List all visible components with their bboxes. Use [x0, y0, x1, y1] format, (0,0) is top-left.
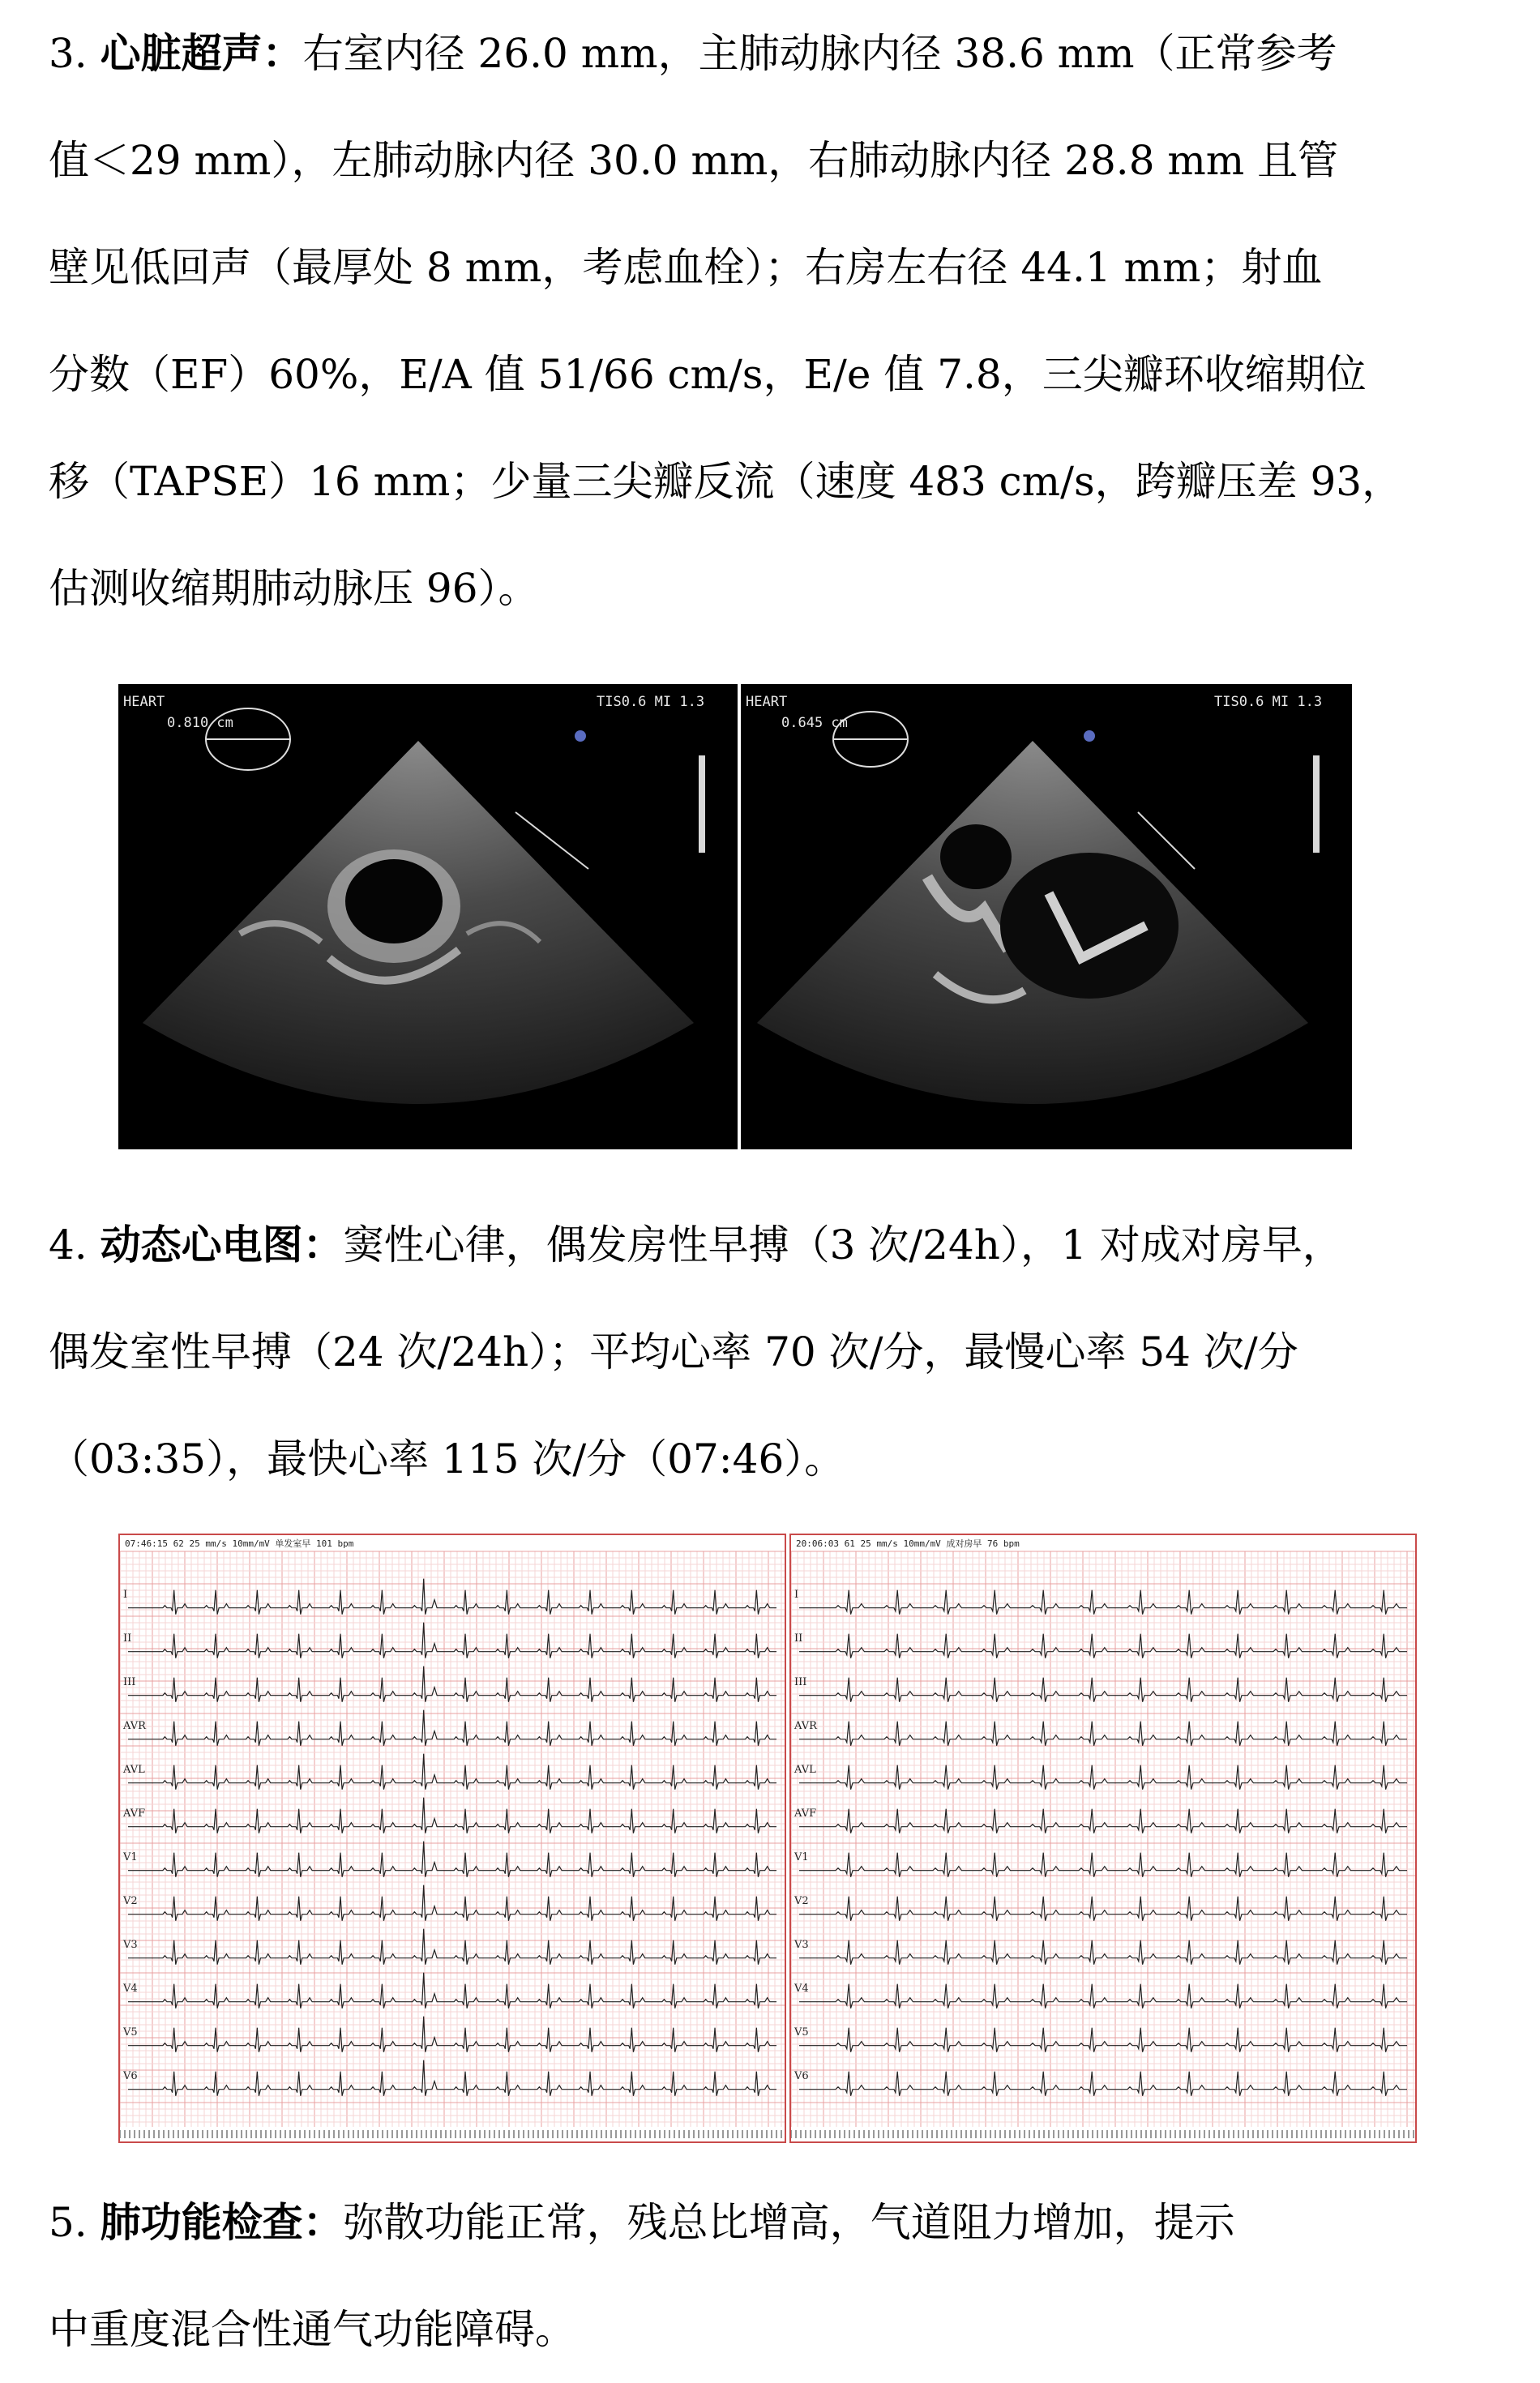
- ecg-lead-label: V6: [794, 2069, 809, 2082]
- ecg-lead-label: AVL: [123, 1763, 145, 1776]
- ecg-lead-label: V5: [123, 2026, 138, 2039]
- echo-left-title: HEART: [123, 694, 165, 710]
- ecg-lead-label: AVR: [794, 1719, 817, 1732]
- section-number: 3.: [49, 30, 88, 77]
- section-3-line-3: 壁见低回声（最厚处 8 mm，考虑血栓）；右房左右径 44.1 mm；射血: [49, 244, 1323, 291]
- section-5: [49, 2169, 1475, 2383]
- section-4: [49, 1192, 1475, 1512]
- echo-image-left: [118, 666, 738, 1149]
- ecg-lead-label: AVR: [123, 1719, 146, 1732]
- section-4-line-1: 4. 动态心电图：窦性心律，偶发房性早搏（3 次/24h），1 对成对房早，: [49, 1221, 1343, 1269]
- ecg-trace-v4: [128, 1973, 776, 2009]
- ecg-lead-label: V3: [794, 1938, 809, 1951]
- ecg-strip-left: [118, 1534, 786, 2143]
- echo-right-title: HEART: [746, 694, 788, 710]
- ecg-right-graphic: [791, 1535, 1415, 2141]
- ecg-trace-avr: [128, 1710, 776, 1746]
- section-heading: 心脏超声: [100, 30, 263, 77]
- echo-right-graphic: [741, 666, 1352, 1149]
- ecg-trace-avf: [128, 1798, 776, 1833]
- echo-image-right: [741, 666, 1352, 1149]
- ecg-lead-label: I: [123, 1588, 128, 1601]
- echo-right-tis: TIS0.6 MI 1.3: [1214, 694, 1323, 710]
- ecg-strip-right: [789, 1534, 1417, 2143]
- section-5-line-2: 中重度混合性通气功能障碍。: [49, 2306, 575, 2353]
- ecg-trace-v2: [128, 1885, 776, 1921]
- ecg-lead-label: I: [794, 1588, 799, 1601]
- ecg-trace-v5: [128, 2017, 776, 2052]
- section-4-line-2: 偶发室性早搏（24 次/24h）；平均心率 70 次/分，最慢心率 54 次/分: [49, 1328, 1298, 1375]
- section-3-line-5: 移（TAPSE）16 mm；少量三尖瓣反流（速度 483 cm/s，跨瓣压差 93，: [49, 458, 1403, 505]
- ecg-lead-label: V6: [123, 2069, 138, 2082]
- section-heading: 动态心电图: [100, 1221, 303, 1269]
- ecg-trace-v1: [128, 1842, 776, 1877]
- ecg-lead-label: V1: [794, 1850, 809, 1863]
- ecg-trace-iii: [128, 1666, 776, 1702]
- ecg-lead-label: V3: [123, 1938, 138, 1951]
- section-3-line-2: 值＜29 mm），左肺动脉内径 30.0 mm，右肺动脉内径 28.8 mm 且管: [49, 137, 1339, 184]
- ecg-lead-label: V2: [794, 1894, 809, 1907]
- section-heading: 肺功能检查: [100, 2199, 303, 2246]
- ecg-trace-v6: [128, 2060, 776, 2096]
- section-4-line-3: （03:35），最快心率 115 次/分（07:46）。: [49, 1435, 845, 1482]
- section-3-line-1: 3. 心脏超声：右室内径 26.0 mm，主肺动脉内径 38.6 mm（正常参考: [49, 30, 1337, 77]
- ecg-lead-label: V4: [123, 1982, 138, 1995]
- section-3: [49, 0, 1475, 642]
- ecg-lead-label: II: [794, 1632, 803, 1645]
- echo-left-tis: TIS0.6 MI 1.3: [597, 694, 705, 710]
- ecg-lead-label: II: [123, 1632, 132, 1645]
- ecg-lead-label: V4: [794, 1982, 809, 1995]
- ecg-lead-label: AVL: [794, 1763, 816, 1776]
- ecg-lead-label: III: [794, 1675, 807, 1688]
- ecg-trace-ii: [128, 1623, 776, 1658]
- echo-right-measurement: 0.645 cm: [781, 715, 848, 731]
- ecg-lead-label: AVF: [794, 1807, 817, 1820]
- echo-left-graphic: [118, 666, 738, 1149]
- ecg-lead-label: V2: [123, 1894, 138, 1907]
- section-3-line-6: 估测收缩期肺动脉压 96）。: [49, 565, 539, 612]
- section-3-line-4: 分数（EF）60%，E/A 值 51/66 cm/s，E/e 值 7.8，三尖瓣环收缩期位: [49, 351, 1367, 398]
- ecg-lead-label: AVF: [123, 1807, 146, 1820]
- ecg-lead-label: V1: [123, 1850, 138, 1863]
- ecg-left-header: 07:46:15 62 25 mm/s 10mm/mV 单发室早 101 bpm: [125, 1538, 354, 1549]
- ecg-lead-label: III: [123, 1675, 136, 1688]
- echo-left-measurement: 0.810 cm: [167, 715, 233, 731]
- section-5-line-1: 5. 肺功能检查：弥散功能正常，残总比增高，气道阻力增加，提示: [49, 2199, 1235, 2246]
- ecg-lead-label: V5: [794, 2026, 809, 2039]
- section-number: 4.: [49, 1221, 88, 1269]
- section-number: 5.: [49, 2199, 88, 2246]
- ecg-right-header: 20:06:03 61 25 mm/s 10mm/mV 成对房早 76 bpm: [796, 1538, 1020, 1549]
- ecg-left-graphic: [120, 1535, 785, 2141]
